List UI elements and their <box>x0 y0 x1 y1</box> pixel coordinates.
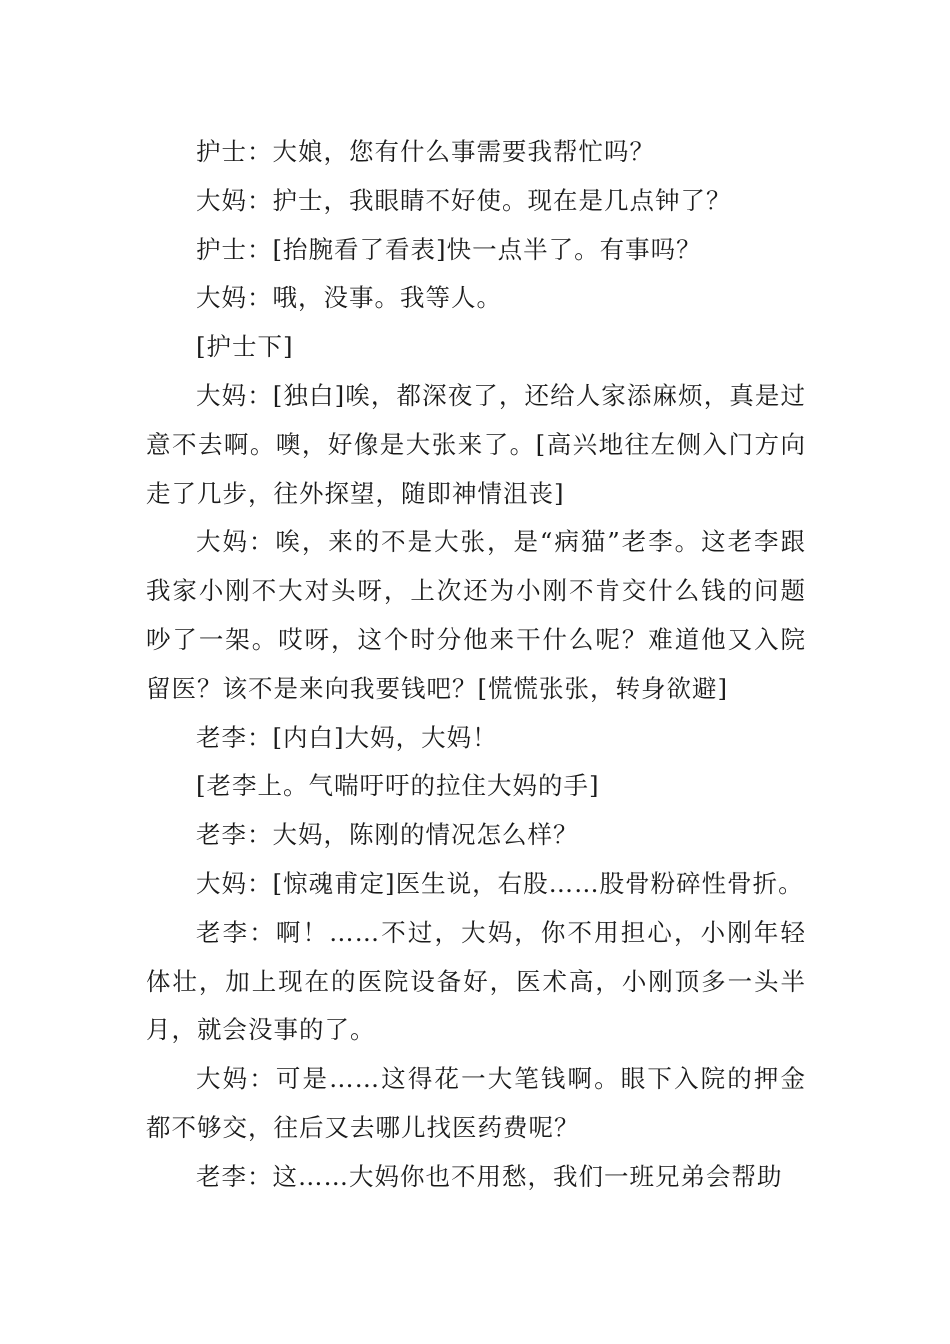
dialogue-line: 护士：大娘，您有什么事需要我帮忙吗？ <box>196 137 655 166</box>
dialogue-line: 护士：[抬腕看了看表]快一点半了。有事吗？ <box>196 234 702 264</box>
dialogue-line: 大妈：哦，没事。我等人。 <box>196 283 502 313</box>
dialogue-line: 老李：这……大妈你也不用愁，我们一班兄弟会帮助 <box>196 1161 783 1191</box>
dialogue-line: 大妈：唉，来的不是大张，是“病猫”老李。这老李跟我家小刚不大对头呀，上次还为小刚不肯交什么钱的问题吵了一架。哎呀，这个时分他来干什么呢？难道他又入院留医？该不是来向我要钱吧？[慌慌张张，转身欲避] <box>146 527 806 703</box>
dialogue-line: 老李：啊！……不过，大妈，你不用担心，小刚年轻体壮，加上现在的医院设备好，医术高，小刚顶多一头半月，就会没事的了。 <box>146 917 806 1045</box>
dialogue-line: 老李：[内白]大妈，大妈！ <box>196 722 498 752</box>
stage-direction: [老李上。气喘吁吁的拉住大妈的手] <box>196 771 600 801</box>
dialogue-line: 大妈：[惊魂甫定]医生说，右股……股骨粉碎性骨折。 <box>196 868 804 898</box>
document-page <box>146 128 806 1202</box>
dialogue-line: 大妈：[独白]唉，都深夜了，还给人家添麻烦，真是过意不去啊。噢，好像是大张来了。[高兴地往左侧入门方向走了几步，往外探望，随即神情沮丧] <box>146 380 806 508</box>
dialogue-line: 老李：大妈，陈刚的情况怎么样？ <box>196 820 579 850</box>
dialogue-line: 大妈：可是……这得花一大笔钱啊。眼下入院的押金都不够交，往后又去哪儿找医药费呢？ <box>146 1064 806 1142</box>
stage-direction: [护士下] <box>196 332 294 362</box>
dialogue-line: 大妈：护士，我眼睛不好使。现在是几点钟了？ <box>196 185 732 215</box>
